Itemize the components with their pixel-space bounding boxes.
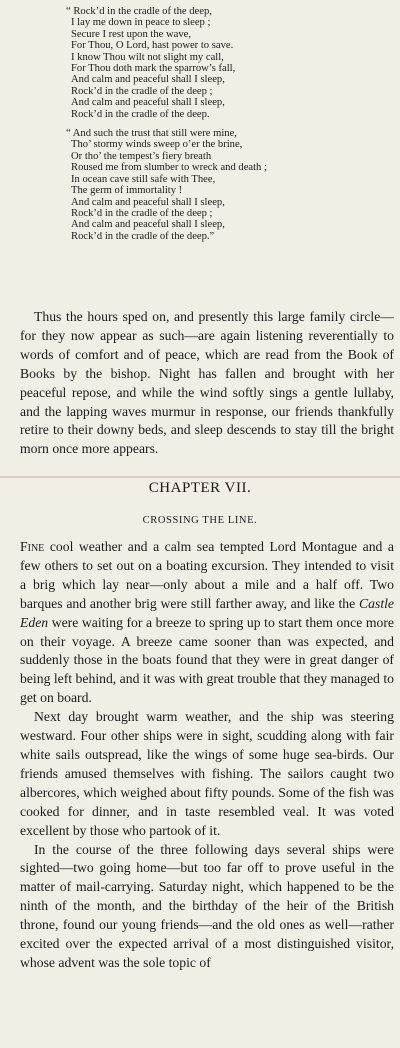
poem-line: And calm and peaceful shall I sleep, <box>71 97 225 109</box>
poem-line: In ocean cave still safe with Thee, <box>71 173 216 185</box>
poem-stanza-1 <box>66 6 396 120</box>
poem-line: I lay me down in peace to sleep ; <box>71 17 211 29</box>
chapter-body <box>20 538 394 973</box>
drop-lead-word: Fine <box>20 539 45 554</box>
stanza-gap <box>66 120 396 128</box>
poem-stanza-2 <box>66 128 396 242</box>
poem-line: Roused me from slumber to wreck and death ; <box>71 162 267 174</box>
poem-line: “ Rock’d in the cradle of the deep, <box>66 6 212 17</box>
poem-line: Secure I rest upon the wave, <box>71 28 192 40</box>
poem-line: “ And such the trust that still were mine, <box>66 128 237 140</box>
poem-line: I know Thou wilt not slight my call, <box>71 51 224 63</box>
ship-name: Castle Eden <box>20 595 394 630</box>
text-run: cool weather and a calm sea tempted Lord Montague and a few others to set out on a boating excursion. They intended to visit a brig which lay near—only about a mile and a half off. Two barques and another brig were still farther away, and like the <box>20 539 394 611</box>
chapter-subtitle: CROSSING THE LINE. <box>142 515 258 526</box>
poem-line: Rock’d in the cradle of the deep.” <box>71 230 215 242</box>
paragraph: Next day brought warm weather, and the ship was steering westward. Four other ships were in sight, scudding along with fair white sails outspread, like the wings of some huge sea-birds. Our friends amused themselves with fishing. The sailors caught two albercores, which weighed about fifty pounds. Some of the fish was cooked for dinner, and in taste resembled veal. It was voted excellent by those who partook of it. <box>20 709 394 838</box>
poem-line: And calm and peaceful shall I sleep, <box>71 74 225 86</box>
page-seam-divider <box>0 476 400 478</box>
poem-line: Or tho’ the tempest’s fiery breath <box>71 150 212 162</box>
closing-paragraph-block <box>20 308 394 459</box>
poem-line: Tho’ stormy winds sweep o’er the brine, <box>71 139 243 151</box>
poem-line: And calm and peaceful shall I sleep, <box>71 219 225 231</box>
poem-line: The germ of immortality ! <box>71 185 183 197</box>
poem-line: Rock’d in the cradle of the deep. <box>71 108 210 120</box>
poem <box>66 6 396 242</box>
text-run: were waiting for a breeze to spring up to start them once more on their voyage. A breeze came sooner than was expected, and suddenly those in the boats found that they were in great danger of being left behind, and it was with great trouble that they managed to get on board. <box>20 614 394 706</box>
poem-line: And calm and peaceful shall I sleep, <box>71 196 225 208</box>
paragraph: Thus the hours sped on, and presently this large family circle—for they now appear as such—are again listening reverentially to words of comfort and of peace, which are read from the Book of Books by the bishop. Night has fallen and brought with her peaceful repose, and while the wind softly sings a gentle lullaby, and the lapping waves murmur in response, our friends thankfully retire to their downy beds, and sleep descends to stay till the bright morn once more appears. <box>20 309 394 457</box>
paragraph <box>20 538 394 708</box>
paragraph: In the course of the three following days several ships were sighted—two going home—but too far off to prove useful in the matter of mail-carrying. Saturday night, which happened to be the ninth of the month, and the birthday of the heir of the British throne, found our young friends—and the old ones as well—rather excited over the expected arrival of a most distinguished visitor, whose advent was the sole topic of <box>20 841 394 970</box>
poem-line: For Thou, O Lord, hast power to save. <box>71 40 234 52</box>
poem-line: For Thou doth mark the sparrow’s fall, <box>71 63 236 75</box>
poem-line: Rock’d in the cradle of the deep ; <box>71 85 213 97</box>
poem-line: Rock’d in the cradle of the deep ; <box>71 207 213 219</box>
chapter-heading: CHAPTER VII. <box>148 480 252 496</box>
